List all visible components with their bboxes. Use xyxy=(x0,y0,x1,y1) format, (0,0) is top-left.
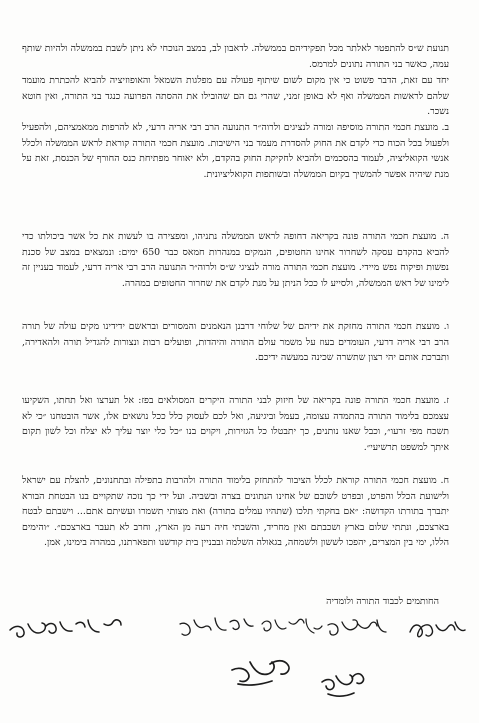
paragraph-text: ח. מועצת חכמי התורה קוראת לכלל הציבור להתחזק בלימוד התורה ולהרבות בתפילה ובתחנונים, להצלת עם ישראל ולישועת הכלל והפרט, ובפרט לשובם של אחינו הנתונים בצרה ובשביה. ועל ידי כך נזכה שתקויים בנו הבטחת הבורא יתברך בתורתו הקדושה: ״אם בחקתי תלכו (שתהיו עמלים בתורה) ואת מצותי תשמרו ועשיתם אתם... וישבתם לבטח בארצכם, ונתתי שלום בארץ ושכבתם ואין מחריד, והשבתי חיה רעה מן הארץ, וחרב לא תעבר בארצכם״. ״והימים הללו, ימי בין המצרים, יהפכו לששון ולשמחה, בגאולה השלמה ובבניין בית קודשנו ותפארתנו, במהרה בימינו, אמן. xyxy=(22,475,449,549)
paragraph-text: ה. מועצת חכמי התורה פונה בקריאה דחופה לראש הממשלה נתניהו, ומפצירה בו לעשות את כל אשר ביכולתו כדי להביא בהקדם עסקה לשחרור אחינו החטופים, הנמקים במנהרות חמאס כבר 650 ימים: ונמצאים במצב של סכנת נפשות ופיקוח נפש מיידי. מועצת חכמי התורה מורה לנציגי ש״ס ולרוה״ר התנועה הרב רבי אריה דרעי, לעמוד בעניין זה לימינו של ראש הממשלה, ולסייע לו ככל הניתן על מנת לקדם את שחרור החטופים במהרה. xyxy=(22,231,450,289)
paragraph-b-yeshiva-law xyxy=(22,120,449,182)
paragraph-text: יחד עם זאת, הדבר פשוט כי אין מקום לשום שיתוף פעולה עם מפלגות השמאל והאופוזיציה להביא להכתרת מועמד שלהם לראשות הממשלה ואף לא באופן זמני, שהרי גם הם שהובילו את ההסתה הפרועה כנגד בני התורה, ואין חוטא נשכר. xyxy=(22,75,449,118)
signatures-area xyxy=(0,610,479,723)
paragraph-no-cooperation-opposition xyxy=(22,73,449,120)
paragraph-h-hostages xyxy=(22,229,449,291)
paragraph-text: ב. מועצת חכמי התורה מוסיפה ומורה לנציגים ולרוה״ר התנועה הרב רבי אריה דרעי, לא להרפות ממאמציהם, ולהפעיל ולפעול בכל הכוח כדי לקדם את החוק להסדרת מעמד בני הישיבות. מועצת חכמי התורה קוראת לראש הממשלה ולכלל אנשי הקואליציה, לעמוד בהסכמים ולהביא לחקיקת החוק בהקדם, ולא יאוחר מפתיחת כנס החורף של הכנסת, זאת על מנת שיהיה אפשר להמשיך בקיום הממשלה ובשותפות הקואליציונית. xyxy=(22,122,449,180)
paragraph-z-torah-students xyxy=(22,393,449,455)
signature-2 xyxy=(328,620,386,635)
signature-6 xyxy=(232,661,289,685)
signature-7 xyxy=(322,674,364,696)
signature-4 xyxy=(180,618,253,635)
handwritten-signatures xyxy=(0,610,479,723)
signature-3 xyxy=(262,619,322,633)
paragraph-text: ו. מועצת חכמי התורה מחזקת את ידיהם של שלוחי דרבנן הנאמנים והמסורים ובראשם ידידינו מקים עולה של תורה הרב רבי אריה דרעי, העומדים בעוז על משמר עולם התורה והיהדות, ופועלים רבות ונצורות להגדיל תורה ולהאדירה, ותברכת אותם יהי רצון שתשרה שכינה במעשה ידיכם. xyxy=(22,321,449,364)
signature-1 xyxy=(410,622,465,637)
paragraph-text: תנועת ש״ס להתפטר לאלתר מכל תפקידיהם בממשלה. לדאבון לב, במצב הנוכחי לא ניתן לשבת בממשלה ולהיות שותף עמה, כאשר בני התורה נתונים למרמס. xyxy=(22,43,449,70)
signature-5 xyxy=(10,620,121,637)
paragraph-v-support-representatives xyxy=(22,319,449,366)
paragraph-ch-call-to-public xyxy=(22,473,449,551)
paragraph-intro-continuation xyxy=(22,41,449,72)
signers-caption: החותמים לכבוד התורה ולומדיה xyxy=(326,596,439,607)
paragraph-text: ז. מועצת חכמי התורה פונה בקריאה של חיזוק לבני התורה היקרים המסולאים בפז: אל תערצו ואל תחתו, השקיעו עצמכם בלימוד התורה בהתמדה עצומה, בעמל וביגיעה, ואל לכם לעסוק כלל ככל נושאים אלו, אשר הובטחנו ״כי לא תשכח מפי זרעו״, וכבל שאנו נותנים, כך יתבטלו כל הגזירות, ויקוים בנו ״כל כלי יוצר עליך לא יצלח וכל לשון תקום איתך למשפט תרשיעי״. xyxy=(22,395,449,453)
